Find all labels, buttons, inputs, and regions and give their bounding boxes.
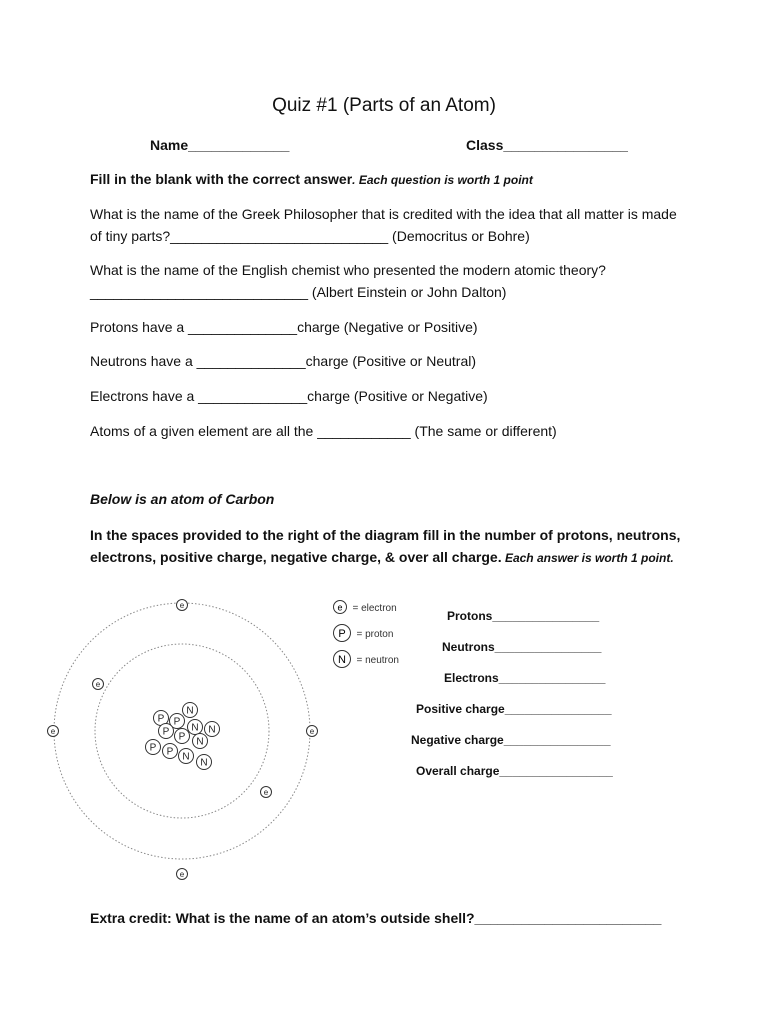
neutron-particle [188, 720, 203, 735]
section1-instructions [90, 171, 533, 189]
svg-text:P: P [149, 742, 157, 754]
question-5[interactable]: Electrons have a ______________charge (Positive or Negative) [90, 388, 488, 404]
question-2-line-2[interactable]: ____________________________ (Albert Einstein or John Dalton) [90, 284, 507, 300]
electron-particle [307, 726, 318, 737]
neutron-particle [183, 703, 198, 718]
overall-charge-answer-field[interactable]: Overall charge_________________ [416, 764, 613, 778]
section2-instructions-line-2 [90, 549, 674, 567]
svg-text:N: N [182, 751, 190, 763]
section2-heading: Below is an atom of Carbon [90, 491, 275, 507]
svg-text:P: P [338, 628, 346, 640]
section1-heading: Fill in the blank with the correct answer [90, 171, 353, 187]
question-3[interactable]: Protons have a ______________charge (Negative or Positive) [90, 319, 478, 335]
svg-text:e: e [95, 679, 101, 689]
legend-electron-label: = electron [352, 603, 397, 614]
svg-text:N: N [191, 722, 199, 734]
question-6[interactable]: Atoms of a given element are all the ____________ (The same or different) [90, 423, 557, 439]
svg-text:P: P [166, 746, 174, 758]
proton-particle [163, 744, 178, 759]
electron-particle [48, 726, 59, 737]
positive-charge-answer-field[interactable]: Positive charge________________ [416, 702, 612, 716]
electron-icon [332, 599, 348, 615]
svg-text:N: N [200, 757, 208, 769]
name-field-label[interactable]: Name_____________ [150, 137, 290, 153]
carbon-atom-diagram [40, 590, 343, 890]
legend-proton [332, 623, 393, 643]
question-2-line-1: What is the name of the English chemist who presented the modern atomic theory? [90, 262, 606, 278]
section2-instructions-text: electrons, positive charge, negative charge, & over all charge. [90, 549, 502, 565]
class-field-label[interactable]: Class________________ [466, 137, 628, 153]
svg-text:P: P [162, 726, 170, 738]
svg-text:N: N [208, 724, 216, 736]
proton-particle [175, 729, 190, 744]
svg-text:e: e [309, 726, 315, 736]
svg-text:N: N [186, 705, 194, 717]
protons-answer-field[interactable]: Protons________________ [447, 609, 600, 623]
negative-charge-answer-field[interactable]: Negative charge________________ [411, 733, 611, 747]
electron-particle [177, 600, 188, 611]
section2-note: Each answer is worth 1 point. [501, 551, 674, 565]
page-title: Quiz #1 (Parts of an Atom) [272, 95, 496, 116]
question-4[interactable]: Neutrons have a ______________charge (Positive or Neutral) [90, 353, 477, 369]
proton-icon [332, 623, 352, 643]
svg-text:e: e [179, 600, 185, 610]
question-1-line-2[interactable]: of tiny parts?____________________________ (Democritus or Bohre) [90, 228, 530, 244]
electron-particle [261, 787, 272, 798]
neutrons-answer-field[interactable]: Neutrons________________ [442, 640, 602, 654]
legend-electron [332, 598, 397, 616]
svg-text:N: N [338, 654, 346, 666]
proton-particle [159, 724, 174, 739]
section2-instructions-line-1: In the spaces provided to the right of the diagram fill in the number of protons, neutrons, [90, 527, 681, 543]
electrons-answer-field[interactable]: Electrons________________ [444, 671, 606, 685]
neutron-particle [197, 755, 212, 770]
legend-neutron [332, 649, 399, 669]
electron-particle [93, 679, 104, 690]
svg-text:N: N [196, 736, 204, 748]
question-1-line-1: What is the name of the Greek Philosopher that is credited with the idea that all matter is made [90, 206, 677, 222]
section1-note: . Each question is worth 1 point [352, 173, 533, 187]
svg-text:e: e [179, 869, 185, 879]
svg-text:e: e [263, 787, 269, 797]
svg-text:P: P [157, 713, 165, 725]
neutron-icon [332, 649, 352, 669]
neutron-particle [193, 734, 208, 749]
svg-text:P: P [173, 716, 181, 728]
electron-particle [177, 869, 188, 880]
svg-text:P: P [178, 731, 186, 743]
legend-neutron-label: = neutron [356, 655, 399, 667]
neutron-particle [205, 722, 220, 737]
svg-text:e: e [50, 726, 56, 736]
neutron-particle [179, 749, 194, 764]
extra-credit-question[interactable]: Extra credit: What is the name of an atom’s outside shell?________________________ [90, 910, 662, 926]
proton-particle [146, 740, 161, 755]
legend-proton-label: = proton [356, 629, 394, 641]
svg-text:e: e [337, 602, 343, 613]
